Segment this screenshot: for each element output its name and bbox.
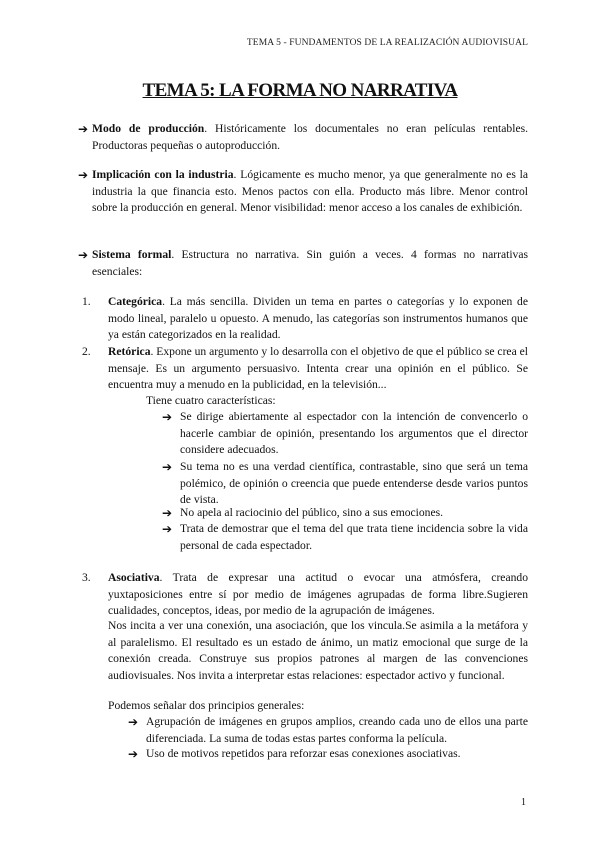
retorica-feature: ➔ Se dirige abiertamente al espectador con la intención de convencerlo o hacerle cambiar de opinión, presentando los argumentos que el director considere adecuados. — [162, 410, 528, 457]
section-term: Modo de producción — [92, 122, 205, 135]
arrow-bullet-icon: ➔ — [162, 506, 173, 520]
asociativa-intro: Podemos señalar dos principios generales: — [108, 699, 305, 712]
arrow-bullet-icon: ➔ — [162, 410, 173, 424]
form-text: . La más sencilla. Dividen un tema en partes o categorías y lo exponen de modo lineal, paralelo u opuesto. A menudo, las categorías son instrumentos humanos que ya están categorizados en la realidad. — [108, 295, 528, 342]
form-term: Asociativa — [108, 571, 160, 584]
section-text: . Lógicamente es mucho menor, ya que generalmente no es la industria la que financia esto. Menos pactos con ella. Producto más libre. Menor control sobre la producción en general. Menor visibilidad: menor acceso a los canales de exhibición. — [92, 168, 529, 215]
form-retorica — [82, 344, 528, 394]
list-number: 2. — [82, 345, 91, 358]
asociativa-principle: ➔ Agrupación de imágenes en grupos amplios, creando cada uno de ellos una parte diferenciada. La suma de todas estas partes conforma la película. — [128, 715, 528, 745]
arrow-bullet-icon: ➔ — [162, 522, 173, 536]
form-text: . Trata de expresar una actitud o evocar una atmósfera, creando yuxtaposiciones entre sí por medio de imágenes agrupadas de forma libre.Sugieren cualidades, conceptos, ideas, por medio de la agrupación de imágenes. — [108, 571, 528, 618]
page-title: TEMA 5: LA FORMA NO NARRATIVA — [142, 80, 458, 101]
section-text: . Estructura no narrativa. Sin guión a veces. 4 formas no narrativas esenciales: — [92, 248, 528, 278]
section-modo-produccion — [78, 121, 528, 154]
retorica-intro: Tiene cuatro características: — [146, 394, 276, 407]
form-term: Retórica — [108, 345, 151, 358]
page-number: 1 — [521, 797, 526, 808]
form-text: . Expone un argumento y lo desarrolla con el objetivo de que el público se crea el mensaje. Es un argumento persuasivo. Intenta crear una opinión en el público. Se encuentra muy a menudo en la publicidad, en la televisión... — [108, 345, 528, 392]
asociativa-paragraph: Nos incita a ver una conexión, una asociación, que los vincula.Se asimila a la metáfora y al paralelismo. El resultado es un estado de ánimo, un matiz emocional que surge de la conexión creada. Construye sus propios patrones al margen de las convenciones audiovisuales. Nos invita a interpretar estas relaciones: espectador activo y funcional. — [108, 619, 528, 682]
form-asociativa — [82, 570, 528, 620]
section-sistema-formal — [78, 247, 528, 280]
section-implicacion-industria — [78, 167, 529, 217]
arrow-bullet-icon: ➔ — [78, 248, 89, 262]
list-number: 1. — [82, 295, 91, 308]
asociativa-principle: ➔ Uso de motivos repetidos para reforzar esas conexiones asociativas. — [128, 747, 461, 761]
arrow-bullet-icon: ➔ — [78, 168, 89, 182]
form-term: Categórica — [108, 295, 163, 308]
arrow-bullet-icon: ➔ — [128, 715, 139, 729]
section-text: . Históricamente los documentales no eran películas rentables. Productoras pequeñas o autoproducción. — [92, 122, 528, 152]
arrow-bullet-icon: ➔ — [78, 122, 89, 136]
retorica-feature: ➔ Su tema no es una verdad científica, contrastable, sino que será un tema polémico, de opinión o creencia que puede entenderse desde varios puntos de vista. — [162, 460, 528, 507]
arrow-bullet-icon: ➔ — [128, 747, 139, 761]
section-term: Sistema formal — [92, 248, 172, 261]
running-header: TEMA 5 - FUNDAMENTOS DE LA REALIZACIÓN AUDIOVISUAL — [246, 38, 528, 48]
arrow-bullet-icon: ➔ — [162, 460, 173, 474]
section-term: Implicación con la industria — [92, 168, 234, 181]
retorica-feature: ➔ No apela al raciocinio del público, sino a sus emociones. — [162, 506, 444, 520]
retorica-feature: ➔ Trata de demostrar que el tema del que trata tiene incidencia sobre la vida personal de cada espectador. — [162, 522, 528, 552]
list-number: 3. — [82, 571, 91, 584]
form-categorica — [82, 294, 528, 344]
